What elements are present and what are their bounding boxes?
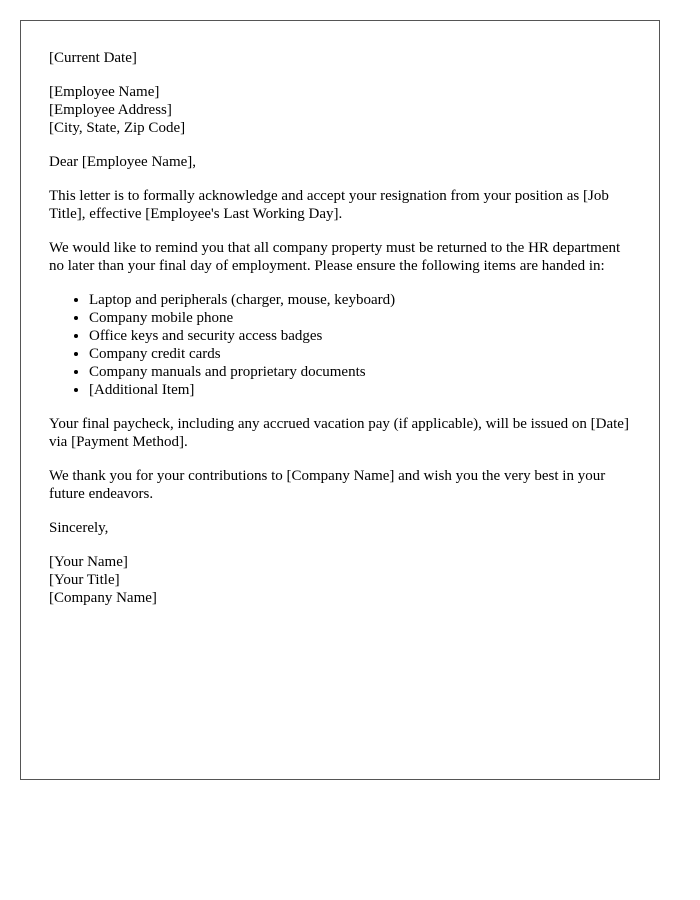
letter-page xyxy=(20,20,660,780)
recipient-address: [Employee Address] xyxy=(49,102,172,118)
recipient-city-state-zip: [City, State, Zip Code] xyxy=(49,120,186,136)
property-items-list xyxy=(49,291,631,399)
property-reminder-paragraph: We would like to remind you that all company property must be returned to the HR department no later than your final day of employment. Please ensure the following items are handed in: xyxy=(49,240,621,274)
signature-company: [Company Name] xyxy=(49,590,157,606)
signature-name: [Your Name] xyxy=(49,554,128,570)
list-item: • [Additional Item] xyxy=(89,381,631,399)
list-item: • Company manuals and proprietary documents xyxy=(89,363,631,381)
letter-date: [Current Date] xyxy=(49,50,137,66)
acknowledge-paragraph: This letter is to formally acknowledge and accept your resignation from your position as [Job Title], effective [Employee's Last Working Day]. xyxy=(49,188,609,222)
recipient-block xyxy=(49,83,631,137)
list-item: • Laptop and peripherals (charger, mouse, keyboard) xyxy=(89,291,631,309)
list-item: • Company credit cards xyxy=(89,345,631,363)
list-item: • Company mobile phone xyxy=(89,309,631,327)
recipient-name: [Employee Name] xyxy=(49,84,160,100)
paycheck-paragraph: Your final paycheck, including any accrued vacation pay (if applicable), will be issued on [Date] via [Payment Method]. xyxy=(49,416,629,450)
list-item: • Office keys and security access badges xyxy=(89,327,631,345)
signature-block xyxy=(49,553,631,607)
salutation: Dear [Employee Name], xyxy=(49,154,197,170)
signature-title: [Your Title] xyxy=(49,572,120,588)
closing: Sincerely, xyxy=(49,520,109,536)
thanks-paragraph: We thank you for your contributions to [Company Name] and wish you the very best in your future endeavors. xyxy=(49,468,606,502)
